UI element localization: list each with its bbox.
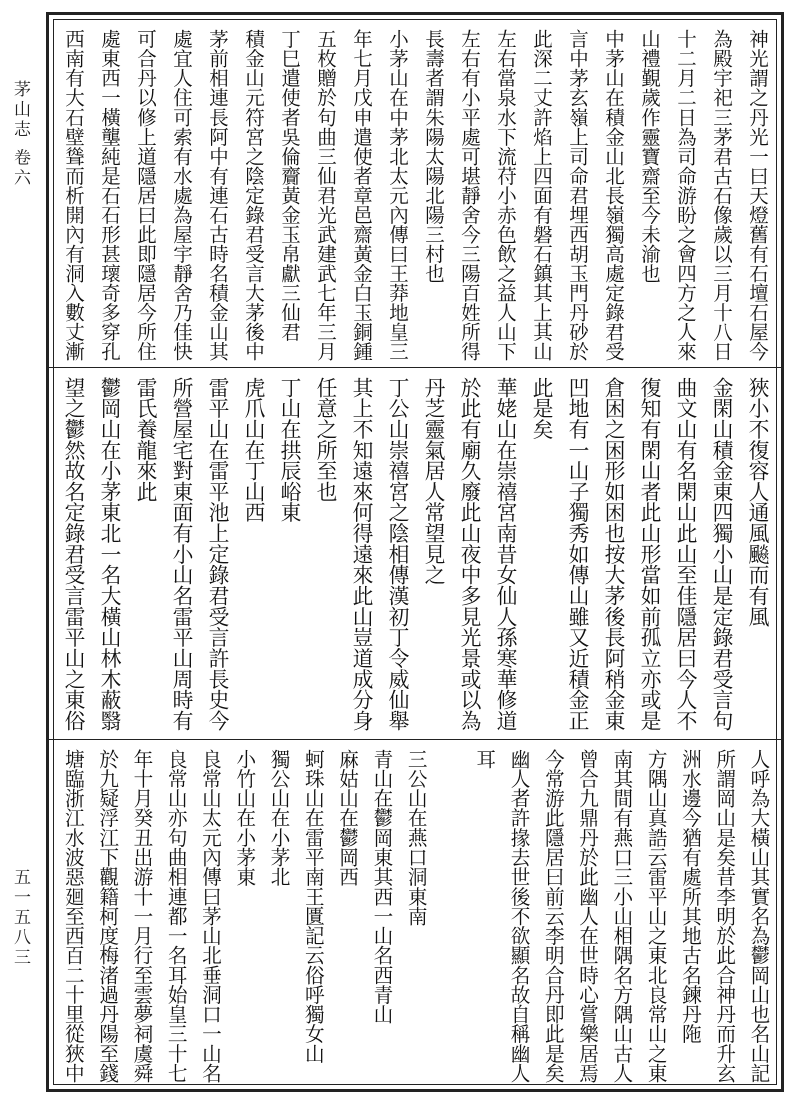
text-column: 處東西一橫壟純是石石形甚瓌奇多穿孔 <box>98 29 121 361</box>
text-column: 雷平山在雷平池上定錄君受言許長史今 <box>205 377 229 731</box>
text-column: 良常山太元內傳曰茅山北垂洞口一山名 <box>198 749 222 1083</box>
text-column: 所營屋宅對東面有小山名雷平山周時有 <box>169 377 193 731</box>
text-column: 所謂岡山是矣昔李明於此合神丹而升玄 <box>712 749 736 1083</box>
text-column: 虎爪山在丁山西 <box>241 377 265 523</box>
text-column: 曲文山有名閑山此山至佳隱居曰今人不 <box>673 377 697 731</box>
text-column: 鬱岡山在小茅東北一名大橫山林木蔽翳 <box>97 377 121 731</box>
text-column: 山禮覲歲作靈寶齋至今未渝也 <box>638 29 661 283</box>
text-column: 華姥山在崇禧宮南昔女仙人孫寒華修道 <box>493 377 517 731</box>
text-column: 丁山在拱辰峪東 <box>277 377 301 523</box>
text-section-middle <box>55 371 775 735</box>
text-column: 塘臨浙江水波惡廻至西百二十里從狹中 <box>61 749 85 1083</box>
text-column: 年十月癸丑出游十一月行至雲夢祠虞舜 <box>129 749 153 1083</box>
text-column: 神光謂之丹光一曰天燈舊有石壇石屋今 <box>746 29 769 361</box>
text-column: 處宜人住可索有水處為屋宇靜舍乃佳快 <box>170 29 193 361</box>
text-column: 年七月戊申遣使者章邑齋黃金白玉銅鍾 <box>350 29 373 361</box>
text-column: 青山在鬱岡東其西一山名西青山 <box>369 749 393 1024</box>
text-column: 雷氏養龍來此 <box>133 377 157 502</box>
text-column: 此是矣 <box>529 377 553 440</box>
text-section-bottom <box>55 743 775 1087</box>
text-column: 為殿宇祀三茅君古石像歲以三月十八日 <box>710 29 733 361</box>
text-column <box>432 743 466 1087</box>
text-column: 倉困之困形如困也按大茅後長阿稍金東 <box>601 377 625 731</box>
text-column: 丁巳遣使者吳倫齎黃金玉帛獻三仙君 <box>278 29 301 342</box>
text-column: 言中茅玄嶺上司命君埋西胡玉門丹砂於 <box>566 29 589 361</box>
text-column: 洲水邊今猶有處所其地古名鍊丹陁 <box>678 749 702 1044</box>
text-column: 金閑山積金東四獨小山是定錄君受言句 <box>709 377 733 731</box>
text-column: 丁公山崇禧宮之陰相傳漢初丁令威仙舉 <box>385 377 409 731</box>
text-column: 耳 <box>472 749 496 769</box>
text-column: 今常游此隱居曰前云李明合丹即此是矣 <box>541 749 565 1083</box>
text-column: 獨公山在小茅北 <box>267 749 291 887</box>
text-column: 曾合九鼎丹於此幽人在世時心嘗樂居焉 <box>575 749 599 1083</box>
text-column: 左右當泉水下流苻小赤色飲之益人山下 <box>494 29 517 361</box>
section-divider-2 <box>49 739 781 740</box>
text-column: 復知有閑山者此山形當如前孤立亦或是 <box>637 377 661 731</box>
text-section-top <box>55 23 775 365</box>
text-column: 於九疑浮江下觀籍柯度梅渚過丹陽至錢 <box>95 749 119 1083</box>
text-column: 狹小不復容人通風飈而有風 <box>745 377 769 627</box>
page-frame <box>46 12 784 1092</box>
text-column: 望之鬱然故名定錄君受言雷平山之東俗 <box>61 377 85 731</box>
text-column: 三公山在燕口洞東南 <box>404 749 428 926</box>
text-column: 任意之所至也 <box>313 377 337 502</box>
text-column: 中茅山在積金山北長嶺獨高處定錄君受 <box>602 29 625 361</box>
text-column: 西南有大石壁聳而析開內有洞入數丈漸 <box>62 29 85 361</box>
text-column: 小茅山在中茅北太元內傳曰王莽地皇三 <box>386 29 409 361</box>
text-column: 幽人者許掾去世後不欲顯名故自稱幽人 <box>507 749 531 1083</box>
text-column: 南其間有燕口三小山相隅名方隅山古人 <box>609 749 633 1083</box>
text-column: 左右有小平處可堪靜舍今三陽百姓所得 <box>458 29 481 361</box>
text-column: 凹地有一山子獨秀如傳山雖又近積金正 <box>565 377 589 731</box>
text-column: 可合丹以修上道隱居曰此即隱居今所住 <box>134 29 157 361</box>
text-column: 小竹山在小茅東 <box>232 749 256 887</box>
text-column: 此深二丈許焰上四面有磐石鎮其上其山 <box>530 29 553 361</box>
text-column: 丹芝靈氣居人常望見之 <box>421 377 445 586</box>
text-column: 方隅山真誥云雷平山之東北良常山之東 <box>644 749 668 1083</box>
text-column: 良常山亦句曲相連都一名耳始皇三十七 <box>164 749 188 1083</box>
text-column: 其上不知遠來何得遠來此山豈道成分身 <box>349 377 373 731</box>
text-column: 麻姑山在鬱岡西 <box>335 749 359 887</box>
section-divider-1 <box>49 367 781 368</box>
text-column: 長壽者謂朱陽太陽北陽三村也 <box>422 29 445 283</box>
text-column: 十二月二日為司命游盼之會四方之人來 <box>674 29 697 361</box>
book-title-label: 茅山志 卷六 <box>10 80 30 189</box>
text-column: 人呼為大橫山其實名為鬱岡山也名山記 <box>747 749 770 1083</box>
text-column: 蚵珠山在雷平南王匱記云俗呼獨女山 <box>301 749 325 1064</box>
text-column: 五枚贈於句曲三仙君光武建武七年三月 <box>314 29 337 361</box>
text-column: 茅前相連長阿中有連石古時名積金山其 <box>206 29 229 361</box>
text-column: 於此有廟久廢此山夜中多見光景或以為 <box>457 377 481 731</box>
page-number-label: 五一五八三 <box>10 868 30 968</box>
text-column: 積金山元符宮之陰定錄君受言大茅後中 <box>242 29 265 361</box>
